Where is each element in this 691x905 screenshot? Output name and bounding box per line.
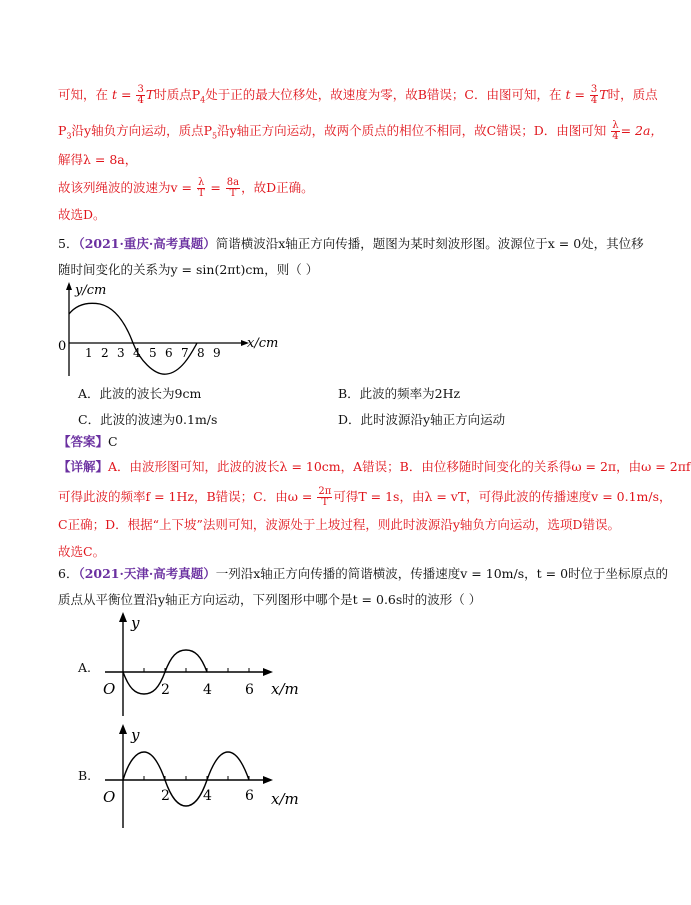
q5-wave-graph — [55, 280, 285, 380]
q6a-ylabel: y — [131, 614, 140, 632]
q5-option-b[interactable]: B．此波的频率为2Hz — [338, 386, 461, 401]
solution-line-2: $P_3$沿y轴负方向运动，质点$P_5$沿y轴正方向运动，故两个质点的相位不相同，故C错误；D．由图可知 $\frac{\lambda}{4}$ = 2a， — [58, 120, 663, 142]
svg-text:5: 5 — [149, 346, 157, 360]
svg-text:7: 7 — [181, 346, 189, 360]
solution-line-3: 解得λ = 8a， — [58, 152, 138, 167]
solution-line-4: 故该列绳波的波速为v = $\frac{\lambda}{T}$ = $\frac{8a}{T}$ ，故D正确。 — [58, 177, 314, 199]
svg-text:3: 3 — [117, 346, 125, 360]
svg-text:1: 1 — [85, 346, 93, 360]
q6b-xlabel: x/m — [271, 790, 299, 808]
q6-option-b-label[interactable]: B. — [78, 768, 92, 783]
q6-stem-line-1: 6．（2021·天津·高考真题）一列沿x轴正方向传播的简谐横波，传播速度v = 10m/s，t = 0时位于坐标原点的 — [58, 566, 669, 581]
svg-text:6: 6 — [245, 788, 254, 804]
svg-text:4: 4 — [203, 682, 212, 698]
svg-text:9: 9 — [213, 346, 221, 360]
q5-detail-line-2: 可得此波的频率f = 1Hz，B错误；C．由ω = $\frac{2\pi}{T}$ 可得T = 1s，由λ = vT，可得此波的传播速度v = 0.1m/s， — [58, 486, 672, 508]
q5-xlabel: x/cm — [247, 336, 279, 351]
q6-option-a-label[interactable]: A. — [78, 660, 92, 675]
q5-option-c[interactable]: C．此波的波速为0.1m/s — [78, 412, 218, 427]
solution-line-5: 故选D。 — [58, 207, 106, 222]
q6-graph-b — [95, 722, 305, 832]
svg-text:2: 2 — [161, 788, 170, 804]
q5-detail-line-4: 故选C。 — [58, 544, 106, 559]
q6b-origin: O — [103, 788, 116, 806]
q5-stem-line-2: 随时间变化的关系为y = sin(2πt)cm，则（ ） — [58, 262, 319, 277]
q6-stem-line-2: 质点从平衡位置沿y轴正方向运动，下列图形中哪个是t = 0.6s时的波形（ ） — [58, 592, 482, 607]
q6a-origin: O — [103, 680, 116, 698]
q5-answer: 【答案】C — [58, 434, 118, 449]
q5-origin: 0 — [58, 339, 67, 354]
svg-text:6: 6 — [245, 682, 254, 698]
q6-graph-a — [95, 610, 305, 720]
svg-text:8: 8 — [197, 346, 205, 360]
q5-detail-line-1: 【详解】A．由波形图可知，此波的波长λ = 10cm，A错误；B．由位移随时间变化的关系得ω = 2π，由ω = 2πf — [58, 459, 691, 474]
q5-ylabel: y/cm — [75, 283, 107, 298]
solution-line-1: 可知，在 t = $\frac{3}{4}$ T时质点$P_4$处于正的最大位移处，故速度为零，故B错误；C．由图可知，在 t = $\frac{3}{4}$ T时，质点 — [58, 84, 658, 106]
svg-text:2: 2 — [101, 346, 109, 360]
q5-option-d[interactable]: D．此时波源沿y轴正方向运动 — [338, 412, 506, 427]
q6a-xlabel: x/m — [271, 680, 299, 698]
q5-detail-line-3: C正确；D．根据“上下坡”法则可知，波源处于上坡过程，则此时波源沿y轴负方向运动，选项D错误。 — [58, 517, 620, 532]
svg-text:6: 6 — [165, 346, 173, 360]
q5-ticks — [85, 346, 221, 360]
q5-option-a[interactable]: A．此波的波长为9cm — [78, 386, 202, 401]
q6b-ylabel: y — [131, 726, 140, 744]
svg-text:2: 2 — [161, 682, 170, 698]
svg-text:4: 4 — [203, 788, 212, 804]
svg-text:4: 4 — [133, 346, 141, 360]
q5-stem-line-1: 5．（2021·重庆·高考真题）简谐横波沿x轴正方向传播，题图为某时刻波形图。波源位于x = 0处，其位移 — [58, 236, 644, 251]
